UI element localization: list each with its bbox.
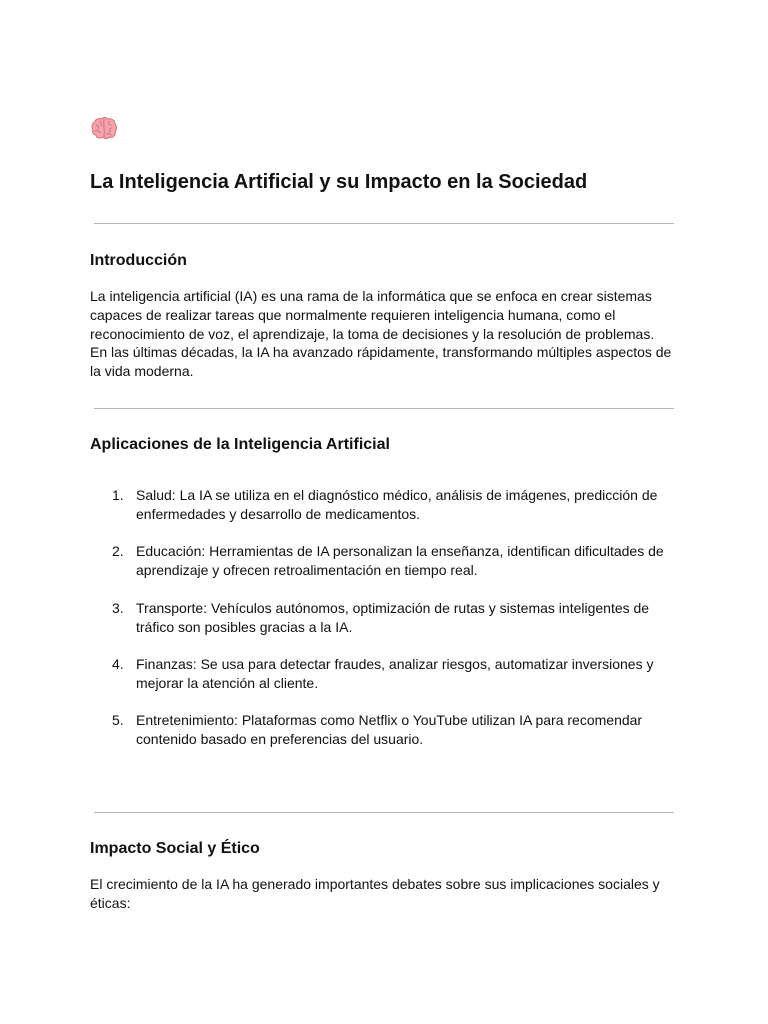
impacto-paragraph: El crecimiento de la IA ha generado importantes debates sobre sus implicaciones sociales y éticas: <box>90 876 660 911</box>
list-item-number: 1. <box>112 487 124 503</box>
intro-paragraph: La inteligencia artificial (IA) es una rama de la informática que se enfoca en crear sistemas capaces de realizar tareas que normalmente requieren inteligencia humana, como el reconocimiento de voz, el aprendizaje, la toma de decisiones y la resolución de problemas. En las últimas décadas, la IA ha avanzado rápidamente, transformando múltiples aspectos de la vida moderna. <box>90 288 672 380</box>
divider <box>94 408 674 409</box>
list-item-text: Finanzas: Se usa para detectar fraudes, analizar riesgos, automatizar inversiones y mejorar la atención al cliente. <box>136 656 654 691</box>
section-heading-impacto: Impacto Social y Ético <box>90 840 260 857</box>
section-heading-introduccion: Introducción <box>90 252 187 269</box>
list-item-number: 3. <box>112 600 124 616</box>
brain-icon <box>90 116 118 142</box>
list-item-number: 5. <box>112 712 124 728</box>
list-item-text: Entretenimiento: Plataformas como Netflix o YouTube utilizan IA para recomendar contenido basado en preferencias del usuario. <box>136 712 643 747</box>
list-item-number: 4. <box>112 656 124 672</box>
list-item-number: 2. <box>112 543 124 559</box>
list-item-text: Educación: Herramientas de IA personalizan la enseñanza, identifican dificultades de aprendizaje y ofrecen retroalimentación en tiempo real. <box>136 543 664 578</box>
divider <box>94 812 674 813</box>
section-heading-aplicaciones: Aplicaciones de la Inteligencia Artificial <box>90 436 390 453</box>
divider <box>94 223 674 224</box>
list-item-text: Transporte: Vehículos autónomos, optimización de rutas y sistemas inteligentes de tráfico son posibles gracias a la IA. <box>136 600 650 635</box>
list-item-text: Salud: La IA se utiliza en el diagnóstico médico, análisis de imágenes, predicción de enfermedades y desarrollo de medicamentos. <box>136 487 658 522</box>
document-title: La Inteligencia Artificial y su Impacto en la Sociedad <box>90 171 588 193</box>
